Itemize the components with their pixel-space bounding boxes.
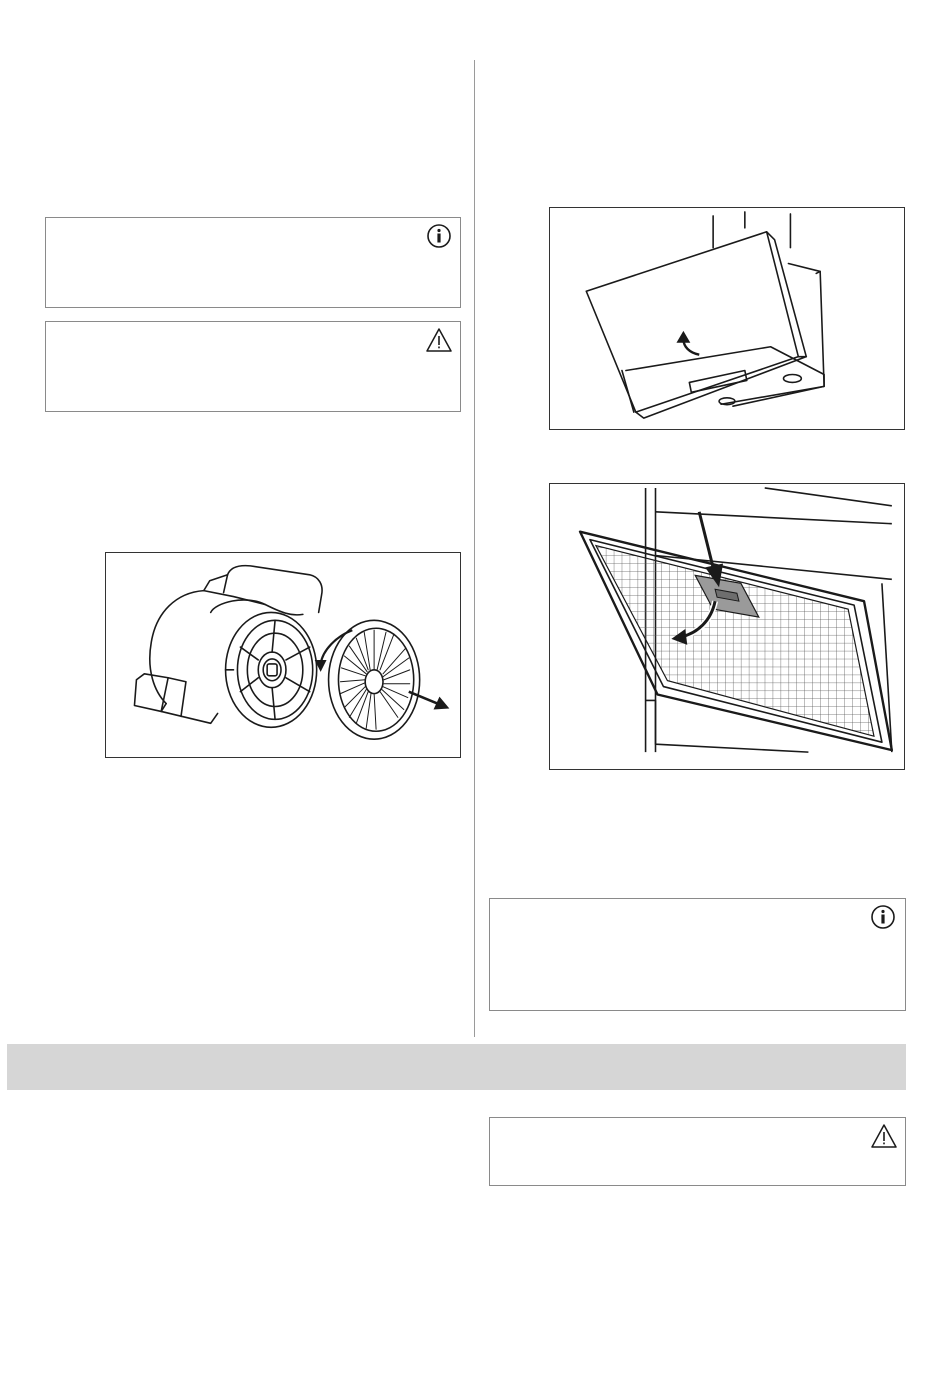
hood-panel-illustration — [550, 208, 904, 429]
info-icon — [870, 904, 896, 930]
warning-notice-box — [45, 321, 461, 412]
warning-triangle-icon — [426, 327, 452, 353]
section-header-band — [7, 1044, 906, 1090]
column-divider — [474, 60, 475, 1037]
warning-triangle-icon — [871, 1123, 897, 1149]
hood-panel-open-figure — [549, 207, 905, 430]
info-icon — [426, 223, 452, 249]
info-notice-box — [45, 217, 461, 308]
grease-filter-figure — [549, 483, 905, 770]
grease-filter-illustration — [550, 484, 904, 769]
fan-motor-illustration — [106, 553, 460, 757]
warning-notice-box-bottom — [489, 1117, 906, 1186]
info-notice-box-right — [489, 898, 906, 1011]
motor-carbon-filter-figure — [105, 552, 461, 758]
